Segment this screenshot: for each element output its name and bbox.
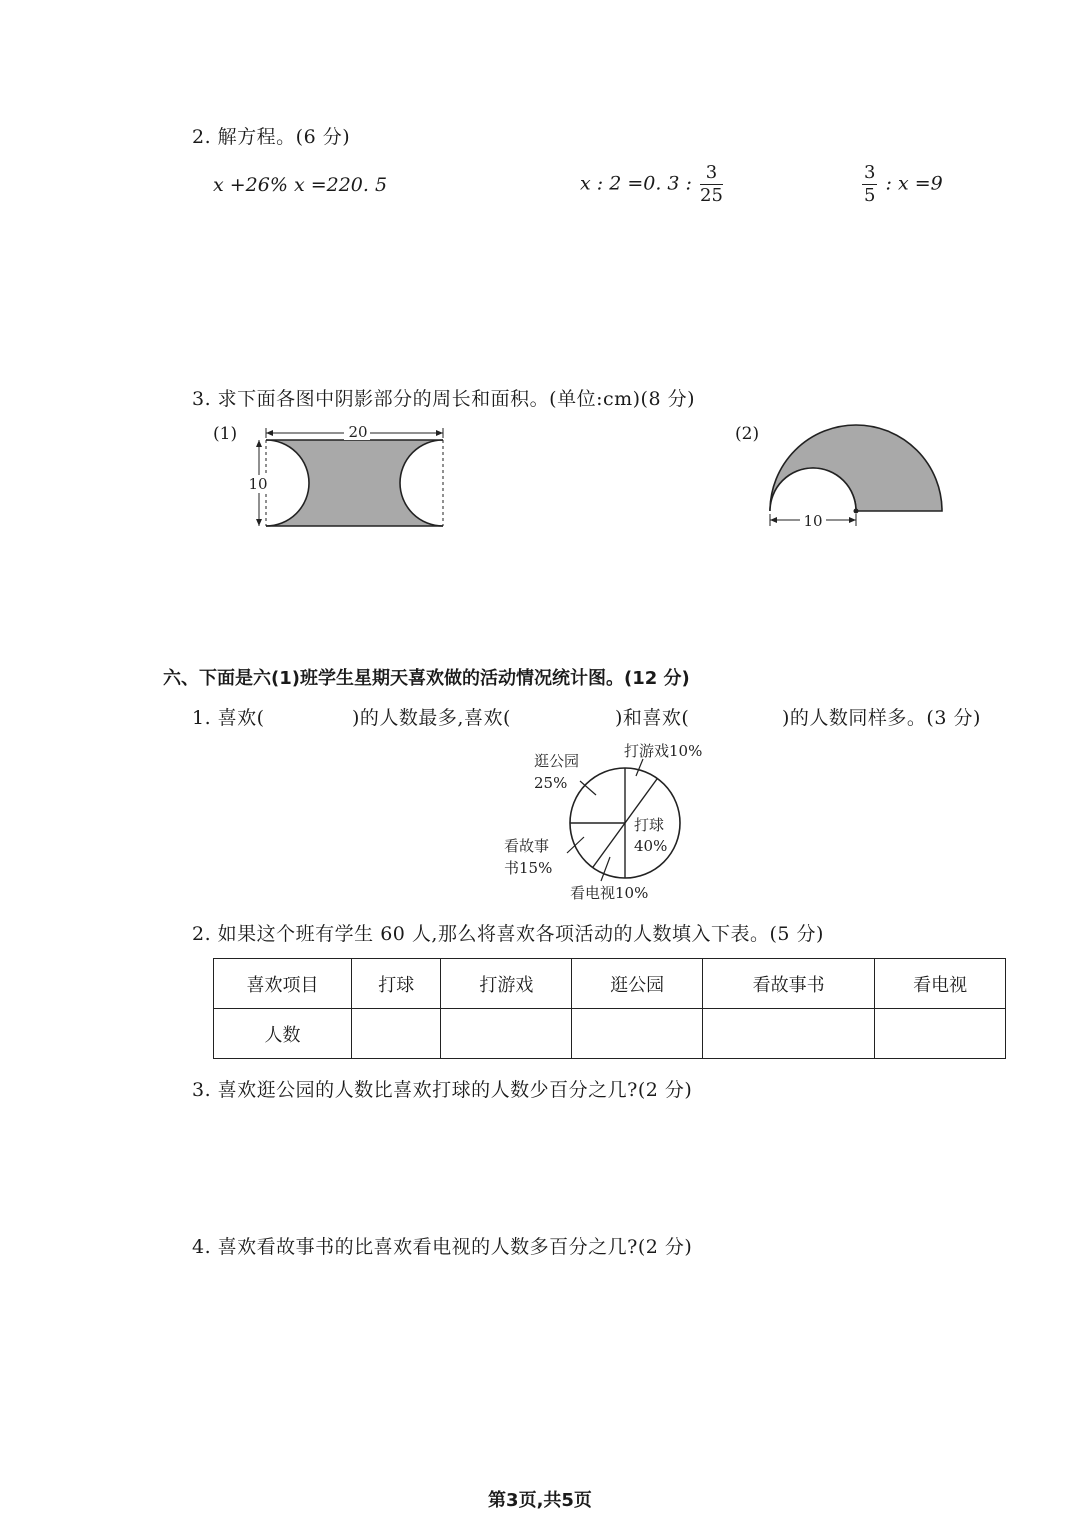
label-story-pct: 书15% [504, 859, 553, 877]
equation-1: x +26% x =220. 5 [213, 174, 388, 196]
page-footer: 第3页,共5页 [488, 1490, 592, 1511]
q1-part-c: )和喜欢( [615, 707, 690, 729]
label-ball-pct: 40% [634, 837, 668, 855]
equation-3-fraction [862, 162, 877, 207]
figure-1-label: (1) [213, 424, 238, 444]
activity-pie-chart [500, 735, 730, 905]
answer-cell-story[interactable] [703, 1009, 875, 1059]
height-label: 10 [248, 475, 268, 493]
q1-part-b: )的人数最多,喜欢( [352, 707, 511, 729]
table-header-cell: 打游戏 [441, 959, 572, 1009]
table-header-row [214, 959, 1006, 1009]
question-2-title: 2. 解方程。(6 分) [192, 126, 351, 148]
equation-2-fraction [700, 162, 723, 207]
fraction-denominator: 25 [700, 185, 723, 206]
section-6-question-2: 2. 如果这个班有学生 60 人,那么将喜欢各项活动的人数填入下表。(5 分) [192, 923, 824, 945]
q1-part-d: )的人数同样多。(3 分) [782, 707, 981, 729]
table-header-cell: 逛公园 [572, 959, 703, 1009]
answer-cell-game[interactable] [441, 1009, 572, 1059]
label-story: 看故事 [504, 837, 550, 855]
fraction-numerator: 3 [700, 162, 723, 185]
table-header-cell: 喜欢项目 [214, 959, 352, 1009]
equation-2-left: x : 2 =0. 3 : [580, 172, 692, 195]
shaded-region [266, 440, 443, 526]
q1-part-a: 1. 喜欢( [192, 707, 265, 729]
label-tv: 看电视10% [570, 884, 649, 902]
figure-2-shaded-semicircles [760, 418, 955, 533]
width-label: 20 [348, 423, 368, 441]
answer-cell-tv[interactable] [875, 1009, 1006, 1059]
equation-3 [860, 162, 943, 207]
section-6-title: 六、下面是六(1)班学生星期天喜欢做的活动情况统计图。(12 分) [163, 668, 690, 689]
table-header-cell: 看电视 [875, 959, 1006, 1009]
equation-3-right: : x =9 [885, 172, 943, 195]
label-game: 打游戏10% [624, 742, 703, 760]
answer-cell-park[interactable] [572, 1009, 703, 1059]
label-ball: 打球 [634, 816, 665, 834]
activity-count-table [213, 958, 1006, 1059]
base-label: 10 [803, 512, 823, 530]
table-header-cell: 看故事书 [703, 959, 875, 1009]
table-row-label: 人数 [214, 1009, 352, 1059]
label-park: 逛公园 [534, 752, 580, 770]
figure-1-shaded-rectangle [240, 420, 460, 535]
label-park-pct: 25% [534, 774, 568, 792]
figure-2-label: (2) [735, 424, 760, 444]
section-6-question-3: 3. 喜欢逛公园的人数比喜欢打球的人数少百分之几?(2 分) [192, 1079, 693, 1101]
equation-2 [580, 162, 725, 207]
fraction-numerator: 3 [864, 162, 876, 183]
table-row [214, 1009, 1006, 1059]
table-header-cell: 打球 [352, 959, 441, 1009]
section-6-question-4: 4. 喜欢看故事书的比喜欢看电视的人数多百分之几?(2 分) [192, 1236, 693, 1258]
answer-cell-ball[interactable] [352, 1009, 441, 1059]
question-3-title: 3. 求下面各图中阴影部分的周长和面积。(单位:cm)(8 分) [192, 388, 696, 410]
fraction-denominator: 5 [864, 185, 876, 206]
